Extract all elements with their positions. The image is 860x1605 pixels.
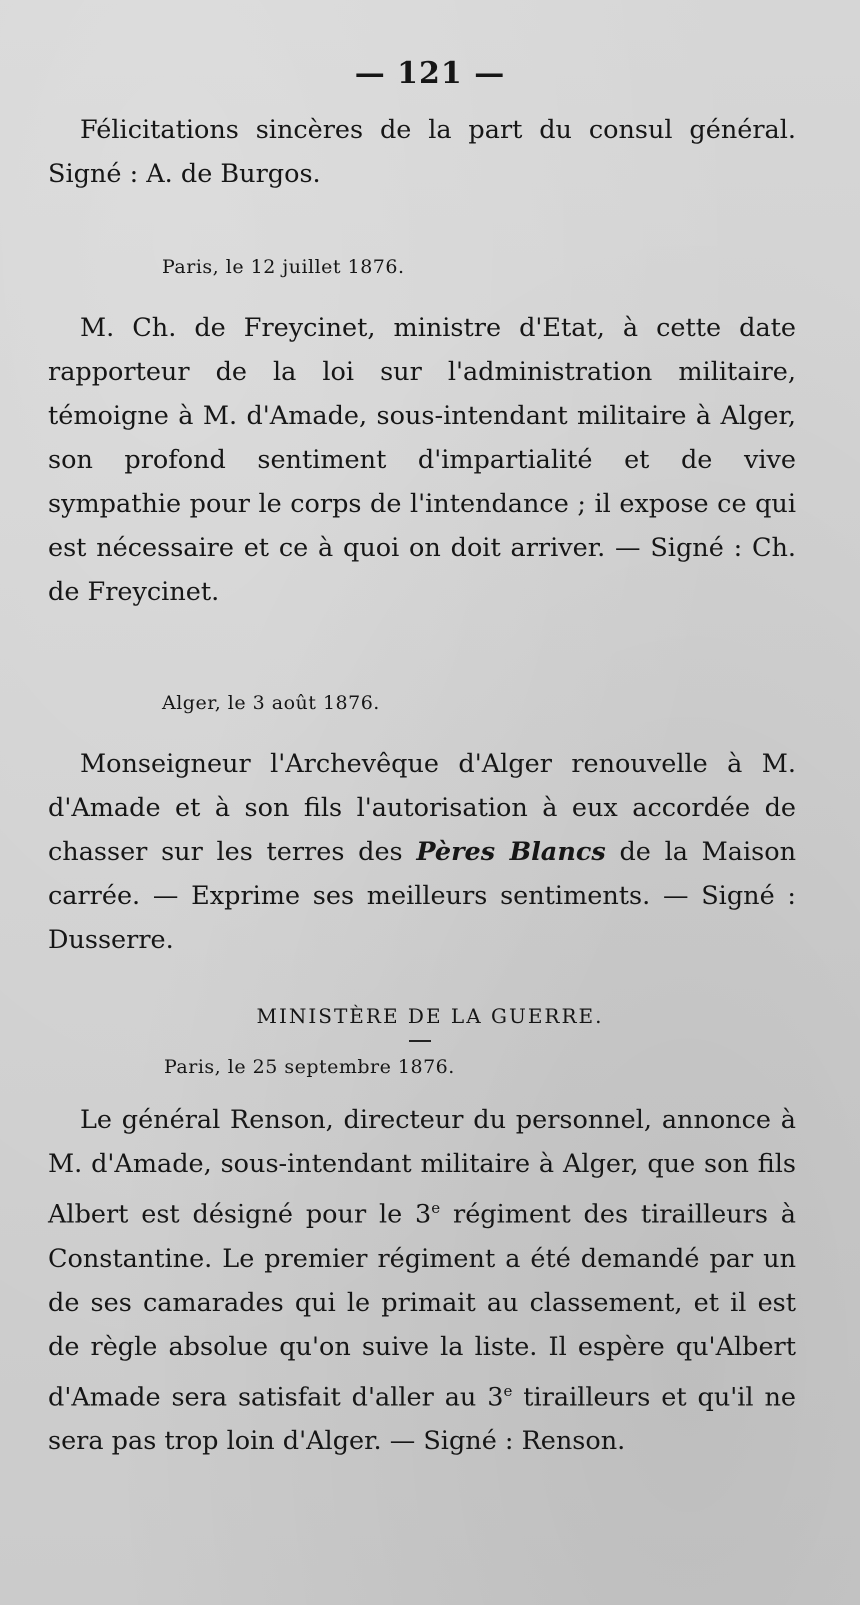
entry-archeveque xyxy=(48,742,796,962)
entry-freycinet xyxy=(48,306,796,614)
entry-renson xyxy=(48,1098,796,1463)
heading-divider xyxy=(409,1040,431,1042)
entry-renson-text xyxy=(48,1098,796,1463)
entry-renson-text-start: Le général Renson, directeur du personnel, annonce à M. d'Amade, sous-intendant militaire à Alger, que son fils Albert est désigné pour le 3 xyxy=(48,1105,796,1230)
peres-blancs-italic: Pères Blancs xyxy=(416,837,606,867)
entry-archeveque-text-start: Monseigneur l'Archevêque d'Alger renouvelle à M. d'Amade et à son fils l'autorisation à eux accordée de chasser sur les terres des xyxy=(48,749,796,867)
entry-archeveque-text-end: de la Maison carrée. — Exprime ses meilleurs sentiments. — Signé : Dusserre. xyxy=(48,837,797,955)
entry-freycinet-text: M. Ch. de Freycinet, ministre d'Etat, à cette date rapporteur de la loi sur l'administration militaire, témoigne à M. d'Amade, sous-intendant militaire à Alger, son profond sentiment d'impartialité et de vive sympathie pour le corps de l'intendance ; il expose ce qui est nécessaire et ce à quoi on doit arriver. — Signé : Ch. de Freycinet. xyxy=(48,313,796,607)
entry-freycinet-date: Paris, le 12 juillet 1876. xyxy=(162,256,405,278)
entry-archeveque-text xyxy=(48,742,796,962)
entry-renson-text-end: tirailleurs et qu'il ne sera pas trop loin d'Alger. — Signé : Renson. xyxy=(48,1382,796,1456)
ministry-heading: MINISTÈRE DE LA GUERRE. xyxy=(256,1004,604,1028)
entry-renson-date: Paris, le 25 septembre 1876. xyxy=(164,1056,455,1078)
entry-archeveque-date: Alger, le 3 août 1876. xyxy=(162,692,380,714)
entry-burgos-text: Félicitations sincères de la part du consul général. Signé : A. de Burgos. xyxy=(48,115,796,189)
page-number: — 121 — xyxy=(354,56,506,91)
superscript-e-1: e xyxy=(431,1199,441,1217)
entry-renson-text-middle: régiment des tirailleurs à Constantine. Le premier régiment a été demandé par un de ses camarades qui le primait au classement, et il est de règle absolue qu'on suive la liste. Il espère qu'Albert d'Amade sera satisfait d'aller au 3 xyxy=(48,1199,796,1412)
entry-burgos xyxy=(48,108,796,196)
superscript-e-2: e xyxy=(503,1381,513,1400)
